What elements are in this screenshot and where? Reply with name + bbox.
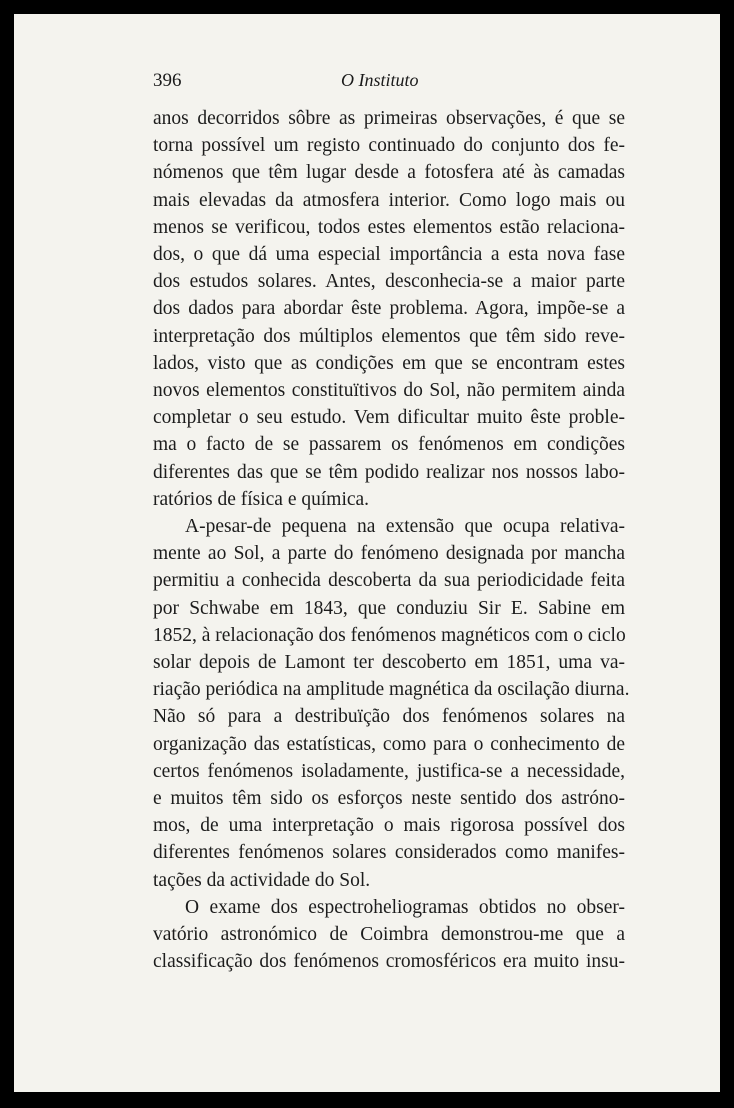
text-line: dos, o que dá uma especial importância a esta nova fase <box>153 244 625 266</box>
text-line: vatório astronómico de Coimbra demonstrou-me que a <box>153 924 625 946</box>
text-line: riação periódica na amplitude magnética da oscilação diurna. <box>153 679 630 701</box>
text-line: completar o seu estudo. Vem dificultar muito êste proble- <box>153 407 625 429</box>
running-head <box>153 70 488 94</box>
text-line: ratórios de física e química. <box>153 488 370 510</box>
text-line: organização das estatísticas, como para o conhecimento de <box>153 733 625 755</box>
text-line: A-pesar-de pequena na extensão que ocupa relativa- <box>185 516 625 538</box>
text-line: classificação dos fenómenos cromosféricos era muito insu- <box>153 951 625 973</box>
text-line: torna possível um registo continuado do conjunto dos fe- <box>153 135 625 157</box>
text-line: solar depois de Lamont ter descoberto em 1851, uma va- <box>153 652 625 674</box>
text-line: O exame dos espectroheliogramas obtidos no obser- <box>185 896 625 918</box>
text-line: lados, visto que as condições em que se encontram estes <box>153 352 625 374</box>
text-line: e muitos têm sido os esforços neste sentido dos astróno- <box>153 788 625 810</box>
text-line: ma o facto de se passarem os fenómenos em condições <box>153 434 625 456</box>
text-line: interpretação dos múltiplos elementos que têm sido reve- <box>153 325 625 347</box>
text-line: novos elementos constituïtivos do Sol, não permitem ainda <box>153 380 625 402</box>
text-line: tações da actividade do Sol. <box>153 869 371 891</box>
text-line: certos fenómenos isoladamente, justifica-se a necessidade, <box>153 760 625 782</box>
text-line: permitiu a conhecida descoberta da sua periodicidade feita <box>153 570 625 592</box>
book-page <box>14 14 720 1092</box>
text-line: dos dados para abordar êste problema. Agora, impõe-se a <box>153 298 625 320</box>
text-line: dos estudos solares. Antes, desconhecia-se a maior parte <box>153 271 625 293</box>
text-line: mais elevadas da atmosfera interior. Como logo mais ou <box>153 189 625 211</box>
journal-title: O Instituto <box>341 70 419 90</box>
text-line: mente ao Sol, a parte do fenómeno designada por mancha <box>153 543 625 565</box>
text-line: menos se verificou, todos estes elementos estão relaciona- <box>153 216 625 238</box>
body-text <box>153 105 630 976</box>
text-line: diferentes fenómenos solares considerados como manifes- <box>153 842 625 864</box>
text-line: anos decorridos sôbre as primeiras observações, é que se <box>153 108 625 129</box>
text-line: mos, de uma interpretação o mais rigorosa possível dos <box>153 815 625 837</box>
text-line: diferentes das que se têm podido realizar nos nossos labo- <box>153 461 625 483</box>
text-line: 1852, à relacionação dos fenómenos magnéticos com o ciclo <box>153 624 626 646</box>
text-line: Não só para a destribuïção dos fenómenos solares na <box>153 706 625 728</box>
text-line: nómenos que têm lugar desde a fotosfera até às camadas <box>153 162 625 184</box>
page-number: 396 <box>153 70 182 91</box>
text-line: por Schwabe em 1843, que conduziu Sir E. Sabine em <box>153 597 625 619</box>
